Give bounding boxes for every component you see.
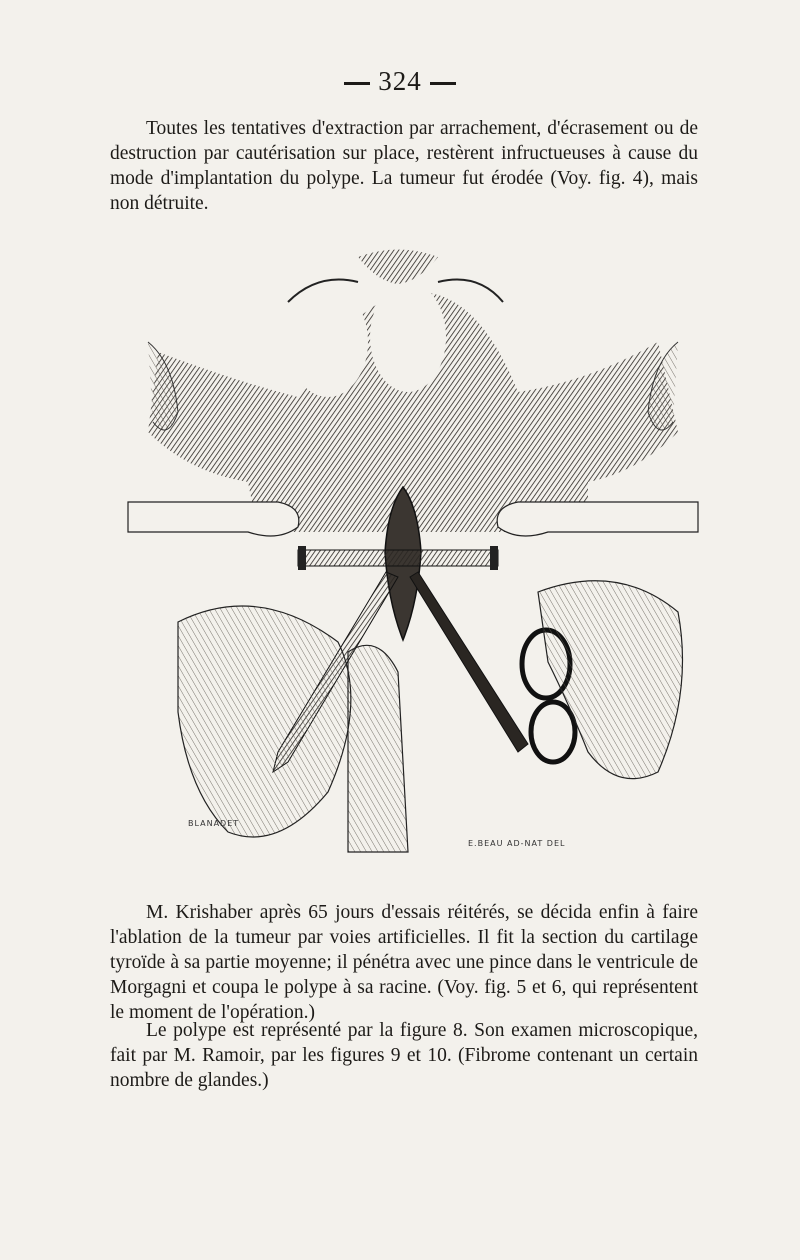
page-number-dash-right (430, 82, 456, 85)
retractor-hook-left (298, 546, 306, 570)
page-number-dash-left (344, 82, 370, 85)
paragraph-extraction-attempts: Toutes les tentatives d'extraction par arrachement, d'écrasement ou de destruction par cautérisation sur place, restèrent infructueuses à cause du mode d'implantation du polype. La tumeur fut érodée (Voy. fig. 4), mais non détruite. (110, 118, 698, 214)
artist-signature: E.BEAU AD-NAT DEL (468, 839, 566, 848)
paragraph-polype-examination: Le polype est représenté par la figure 8. Son examen microscopique, fait par M. Ramoir, par les figures 9 et 10. (Fibrome contenant un certain nombre de glandes.) (110, 1020, 698, 1091)
page-number-text: 324 (378, 66, 422, 96)
jaw-line-right (438, 280, 503, 303)
throat-highlight-right (370, 282, 446, 392)
engraving-illustration (118, 232, 708, 868)
hand-finger-upper-right (497, 502, 698, 536)
hand-lower-right (538, 581, 683, 779)
surgical-engraving-figure (118, 232, 708, 868)
retractor-hook-right (490, 546, 498, 570)
engraver-signature: BLANADET (188, 819, 240, 828)
throat-highlight-left (288, 287, 368, 397)
paragraph-ablation: M. Krishaber après 65 jours d'essais réitérés, se décida enfin à faire l'ablation de la tumeur par voies artificielles. Il fit la section du cartilage tyroïde à sa partie moyenne; il pénétra avec une pince dans le ventricule de Morgagni et coupa le polype à sa racine. (Voy. fig. 5 et 6, qui représentent le moment de l'opération.) (110, 902, 698, 1023)
hand-lower-left (178, 606, 351, 837)
hand-finger-upper-left (128, 502, 299, 536)
page-number (0, 66, 800, 97)
scissors-ring-lower (531, 702, 575, 762)
scissors-shaft (410, 572, 528, 752)
retractor-bar (298, 550, 498, 566)
lips (358, 250, 438, 285)
hand-lower-center (348, 645, 408, 852)
